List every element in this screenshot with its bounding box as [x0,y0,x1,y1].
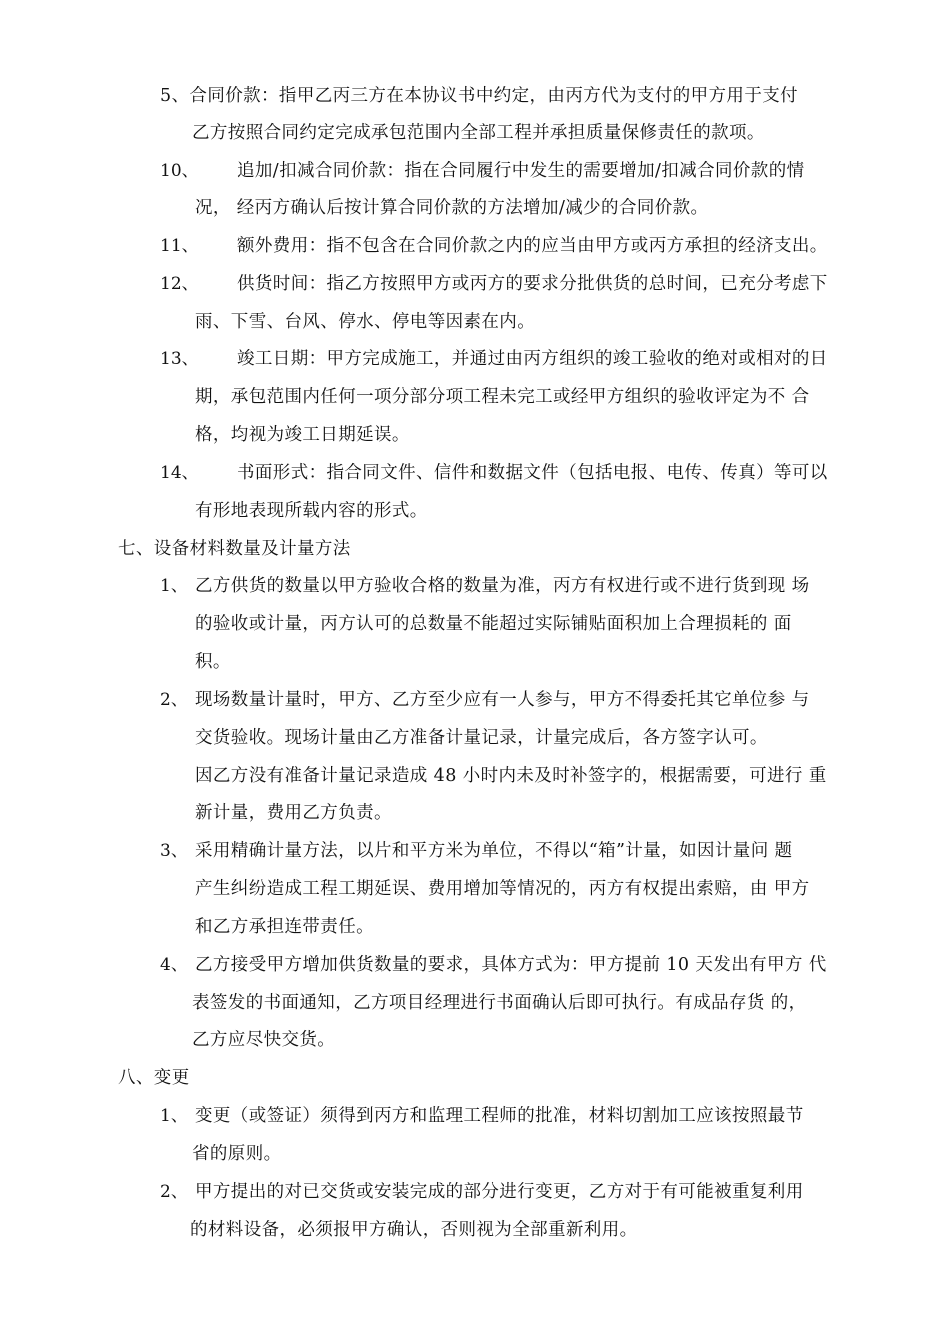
section-7-item-1-line-2: 的验收或计量，丙方认可的总数量不能超过实际铺贴面积加上合理损耗的 面 [195,614,792,634]
clause-13-line-2: 期，承包范围内任何一项分部分项工程未完工或经甲方组织的验收评定为不 合 [195,387,810,407]
clause-5-line-1: 5、合同价款：指甲乙丙三方在本协议书中约定，由丙方代为支付的甲方用于支付 [160,86,799,106]
section-7-item-3-number: 3、 [160,841,188,861]
clause-10-line-1: 追加/扣减合同价款：指在合同履行中发生的需要增加/扣减合同价款的情 [237,161,805,181]
clause-10-number: 10、 [160,161,199,181]
clause-14-line-2: 有形地表现所载内容的形式。 [195,501,428,521]
clause-11-line-1: 额外费用：指不包含在合同价款之内的应当由甲方或丙方承担的经济支出。 [237,236,828,256]
clause-12-line-1: 供货时间：指乙方按照甲方或丙方的要求分批供货的总时间，已充分考虑下 [237,274,828,294]
section-7-item-4-line-2: 表签发的书面通知，乙方项目经理进行书面确认后即可执行。有成品存货 的， [192,993,807,1013]
section-7-item-3-line-2: 产生纠纷造成工程工期延误、费用增加等情况的，丙方有权提出索赔，由 甲方 [195,879,810,899]
section-7-item-3-line-1: 采用精确计量方法，以片和平方米为单位，不得以“箱”计量，如因计量问 题 [195,841,793,861]
section-8-item-1-line-1: 变更（或签证）须得到丙方和监理工程师的批准，材料切割加工应该按照最节 [195,1106,804,1126]
section-7-item-2-line-3: 因乙方没有准备计量记录造成 48 小时内未及时补签字的，根据需要，可进行 重 [195,766,827,786]
section-8-heading: 八、变更 [118,1068,190,1088]
section-8-item-2-line-1: 甲方提出的对已交货或安装完成的部分进行变更，乙方对于有可能被重复利用 [195,1182,804,1202]
section-7-item-3-line-3: 和乙方承担连带责任。 [195,917,374,937]
section-7-item-1-line-3: 积。 [195,652,231,672]
clause-11-number: 11、 [160,236,199,256]
clause-13-line-3: 格，均视为竣工日期延误。 [195,425,410,445]
clause-14-line-1: 书面形式：指合同文件、信件和数据文件（包括电报、电传、传真）等可以 [237,463,828,483]
section-7-item-2-line-2: 交货验收。现场计量由乙方准备计量记录，计量完成后，各方签字认可。 [195,728,768,748]
section-7-item-1-number: 1、 [160,576,188,596]
clause-5-line-2: 乙方按照合同约定完成承包范围内全部工程并承担质量保修责任的款项。 [192,123,765,143]
clause-12-line-2: 雨、下雪、台风、停水、停电等因素在内。 [195,312,536,332]
section-7-heading: 七、设备材料数量及计量方法 [118,539,351,559]
section-8-item-1-line-2: 省的原则。 [192,1144,282,1164]
section-7-item-2-line-1: 现场数量计量时，甲方、乙方至少应有一人参与，甲方不得委托其它单位参 与 [195,690,810,710]
clause-10-line-2: 况， 经丙方确认后按计算合同价款的方法增加/减少的合同价款。 [195,198,709,218]
section-8-item-1-number: 1、 [160,1106,188,1126]
section-7-item-4-number: 4、 [160,955,188,975]
section-8-item-2-number: 2、 [160,1182,188,1202]
section-7-item-2-line-4: 新计量，费用乙方负责。 [195,803,392,823]
clause-13-line-1: 竣工日期：甲方完成施工，并通过由丙方组织的竣工验收的绝对或相对的日 [237,349,828,369]
section-7-item-1-line-1: 乙方供货的数量以甲方验收合格的数量为准，丙方有权进行或不进行货到现 场 [195,576,810,596]
clause-12-number: 12、 [160,274,199,294]
section-7-item-4-line-3: 乙方应尽快交货。 [192,1030,336,1050]
clause-13-number: 13、 [160,349,199,369]
section-7-item-2-number: 2、 [160,690,188,710]
section-8-item-2-line-2: 的材料设备，必须报甲方确认，否则视为全部重新利用。 [190,1220,638,1240]
clause-14-number: 14、 [160,463,199,483]
section-7-item-4-line-1: 乙方接受甲方增加供货数量的要求，具体方式为：甲方提前 10 天发出有甲方 代 [195,955,827,975]
